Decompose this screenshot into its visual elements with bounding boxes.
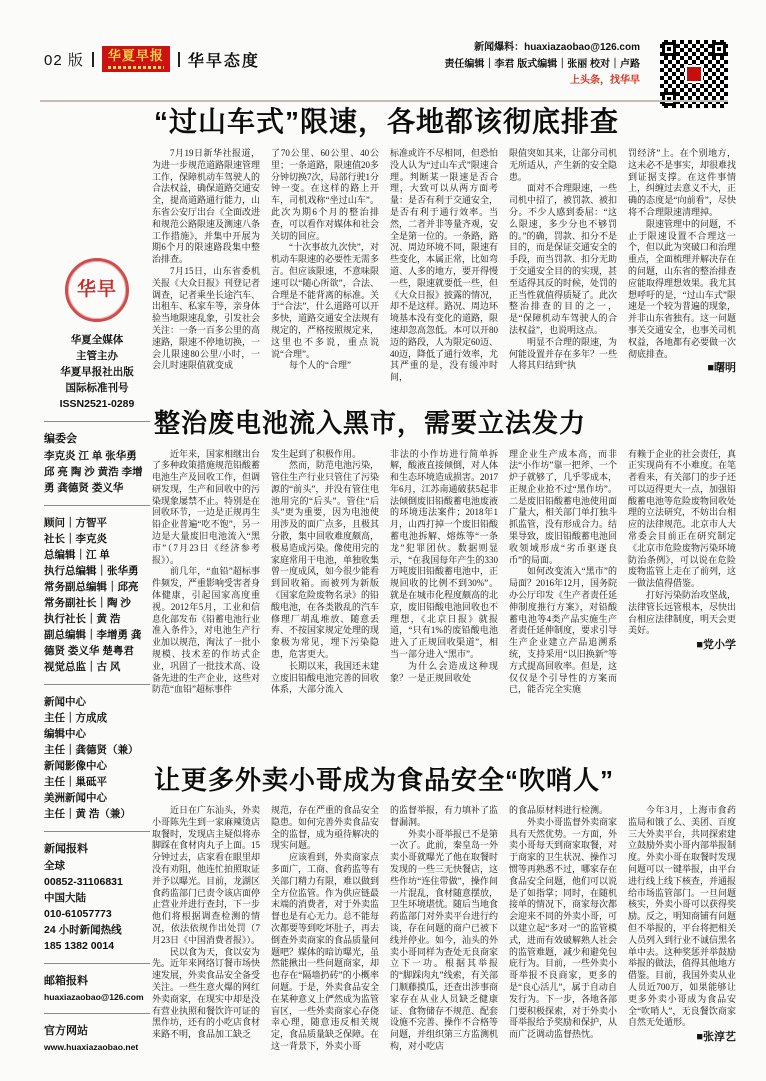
masthead-line: 常务副社长｜陶 沙 [44,595,150,611]
qr-finder-icon [662,42,676,56]
email-address: huaxiazaobao@126.com [44,990,150,1004]
article-paragraph: 规范，存在严重的食品安全隐患。如何完善外卖食品安全的监督，成为亟待解决的现实问题。 [271,805,379,852]
masthead-line: 美洲新闻中心 [44,790,150,806]
qr-finder-icon [712,42,726,56]
article-column [152,805,260,1081]
newspaper-logo [102,46,170,72]
article-body [152,805,738,1081]
committee-title: 编委会 [44,431,150,447]
article-paragraph: 限速管理中的问题，不止于限速设置不合理这一个，但以此为突破口和治理重点，全面梳理并解决存在的问题，山东省的整治排查应能取得理想效果。我尤其想呼吁的是，“过山车式”限速是一个较为普遍的现象，并非山东省独有。这一问题事关交通安全，也事关司机权益，各地都有必要做一次彻底排查。 [628,219,736,361]
article-column [271,148,379,394]
masthead-line: 主任｜龚德贤（兼） [44,742,150,758]
article-column [390,148,498,394]
article-paragraph: 发生起到了积极作用。 [271,449,379,461]
article-byline: ■党小学 [628,640,736,652]
article-paragraph: 打好污染防治攻坚战，法律管长远管根本，尽快出台相应法律制度，明天会更美好。 [628,590,736,637]
article-delivery-whistleblower [152,764,738,1081]
article-column [628,805,736,1081]
sidebar-divider [44,684,150,685]
article-byline: ■张淳艺 [628,1032,736,1044]
email-title: 邮箱报料 [44,973,150,989]
article-battery-blackmarket [152,407,738,749]
masthead-line: 国际标准刊号 [44,380,150,396]
masthead-line: 主任｜方成成 [44,710,150,726]
header-rule [40,100,728,102]
committee-block [44,431,150,496]
article-paragraph: 7月19日新华社报道，为进一步规范道路限速管理工作，保障机动车驾驶人的合法权益，确保道路交通安全，提高道路通行能力，山东省公安厅出台《全面改进和规范公路限速及测速八条工作措施》，并集中开展为期6个月的限速路段集中整治排查。 [152,148,260,266]
article-column [509,148,617,394]
editors-line: 责任编辑｜李君 版式编辑｜张丽 校对｜卢路 [444,57,640,74]
website-url: www.huaxiazaobao.net [44,1040,150,1054]
article-paragraph: 今年3月，上海市食药监局和饿了么、美团、百度三大外卖平台，共同探索建立鼓励外卖小哥内部举报制度。外卖小哥在取餐时发现问题可以一键举报，由平台进行线上线下核查，并通报给市场监管部门。一旦问题核实，外卖小哥可以获得奖励。反之，明知商铺有问题但不举报的，平台将把相关人员列入到行业不诚信黑名单中去。这种奖惩并举鼓励举报的做法，值得其他地方借鉴。目前，我国外卖从业人员近700万，如果能够让更多外卖小哥成为食品安全“吹哨人”，无良餐饮商家自然无处遁形。 [628,805,736,1029]
article-headline: “过山车式”限速，各地都该彻底排查 [154,104,738,139]
edition-label: 02 版 [44,49,84,70]
article-column [509,805,617,1081]
masthead-line: 00852-31106831 [44,874,150,890]
newspaper-seal-icon: 华早 [65,258,129,322]
masthead-line: 李克炎 江 单 张华勇 邱 亮 陶 沙 黄浩 李增勇 龚德贤 娄义华 [44,448,150,496]
article-paragraph: 应该看到，外卖商家点多面广，工商、食药监等有关部门精力有限，难以做到全方位监管。作为供应链最末端的消费者，对于外卖监督也是有心无力。总不能每次都要等到吃坏肚子，再去倒查外卖商家的食品质量问题吧？媒体的暗访曝光，虽然能揪出一些问题商家，却也存在“隔墙扔砖”的小概率问题。于是，外卖食品安全在某种意义上俨然成为监管盲区，一些外卖商家心存侥幸心理，随意违反相关规定，食品质量缺乏保障。在这一背景下，外卖小哥 [271,852,379,1053]
masthead-line: 24 小时新闻热线 [44,922,150,938]
masthead-line: 华夏早报社出版 [44,364,150,380]
committee-names [44,448,150,496]
article-paragraph: 外卖小哥举报已不是第一次了。此前，秦皇岛一外卖小哥就曝光了他在取餐时发现的一些三无快餐店，这些作坊“连住带做”，操作间一片混乱，食材随意摆放，卫生环境堪忧。随后当地食药监部门对外卖平台进行约谈，存在问题的商户已被下线并停业。如今，汕头的外卖小哥同样为查处无良商家立下一功。根据其举报的“脚踩肉丸”线索，有关部门顺藤摸瓜，还查出涉事商家存在从业人员缺乏健康证、食物储存不规范、配套设施不完善、操作不合格等问题，并组织第三方监测机构，对小吃店 [390,829,498,1053]
masthead-line: 总编辑｜江 单 [44,547,150,563]
article-column [390,805,498,1081]
article-paragraph: 明显不合理的限速，为何能设置并存在多年？一些人将其归结到“执 [509,337,617,372]
masthead-line: 编辑中心 [44,726,150,742]
header-contact-block [444,40,640,90]
article-paragraph: 限值突如其来，让部分司机无所适从，产生新的安全隐患。 [509,148,617,183]
sidebar-divider [44,505,150,506]
article-paragraph: 每个人的“合理” [271,360,379,372]
article-paragraph: 外卖小哥监督外卖商家具有天然优势。一方面，外卖小哥每天到商家取餐，对于商家的卫生状况、操作习惯等再熟悉不过，哪家存在食品安全问题，他们可以说是了如指掌；同时，在随机接单的情况下，商家每次都会迎来不同的外卖小哥，可以建立起“多对一”的监管模式，进而有效破解熟人社会的监管难题，减少和避免包庇行为。目前，一些外卖小哥举报不良商家，更多的是“良心活儿”，属于自动自发行为。下一步，各地各部门要积极探索，对于外卖小哥举报给予奖励和保护，从而广泛调动监督热忱。 [509,817,617,1041]
article-paragraph: 然而，防范电池污染，管住生产行业只管住了污染源的“前头”，并没有管住电池用完的“后头”。管住“后头”更为重要，因为电池使用涉及的面广点多，且极其分散，集中回收难度颇高，极易造成污染。像使用完的家庭常用干电池，单独收集曾一度成风，如今很少能看到回收箱。而被列为新版《国家危险废物名录》的铅酸电池，在各类散乱的汽车修理厂胡乱堆放、随意丢弃、不按国家规定处理的现象极为常见，埋下污染隐患，危害更大。 [271,460,379,661]
article-paragraph: 为什么会造成这种现象？一是正规回收处 [390,661,498,685]
website-title: 官方网站 [44,1023,150,1039]
article-paragraph: 前几年，“血铅”超标事件频发，严重影响受害者身体健康，引起国家高度重视。2012年5月，工业和信息化部发布《铅蓄电池行业准入条件》，对电池生产行业加以规范，淘汰了一批小规模、技术差的作坊式企业，巩固了一批技术高、设备先进的生产企业，这些对防范“血铅”超标事件 [152,566,260,696]
article-paragraph: 的监督举报，有力填补了监督漏洞。 [390,805,498,829]
publisher-block [44,332,150,412]
articles-area [152,104,738,1081]
slogan: 上头条，找华早 [444,73,640,90]
tips-title: 新闻报料 [44,841,150,857]
article-column [152,449,260,749]
article-paragraph: 标准或许不尽相同，但恐怕没人认为“过山车式”限速合理。判断某一限速是否合理，大致可以从两方面考量：是否有利于交通安全，是否有利于通行效率。当然，二者并非等量齐观，安全是第一位的。一条路，路况、周边环境不同，限速有些变化，本属正常，比如弯道、人多的地方，要开得慢一些，限速就要低一些，但《大众日报》披露的情况，却不是这样。路况、周边环境基本没有变化的道路，限速却忽高忽低。本可以开80迈的路段，人为限定60迈、40迈，降低了通行效率，尤其严重的是，没有缓冲时间， [390,148,498,384]
article-paragraph: 非法的小作坊进行简单拆解，酸液直接倾倒，对人体和生态环境造成损害。2017年6月，江苏南通破获5起非法倾倒废旧铅酸蓄电池废液的环境违法案件；2018年1月，山西打掉一个废旧铅酸蓄电池拆解、熔炼等“一条龙”犯罪团伙。数据则显示，“在我国每年产生的330万吨废旧铅酸蓄电池中，正规回收的比例不到30%”。就是在城市化程度颇高的北京，废旧铅酸电池回收也不理想，《北京日报》就报道，“只有1%的废铅酸电池进入了正规回收渠道”，相当一部分进入“黑市”。 [390,449,498,661]
masthead-line: 执行社长｜黄 浩 [44,611,150,627]
article-column [390,449,498,749]
article-column [271,805,379,1081]
article-paragraph: 理企业生产成本高，而非法“小作坊”靠一把斧、一个炉子就够了，几乎零成本，正规企业抢不过“黑作坊”。二是废旧铅酸蓄电池使用面广量大，相关部门单打独斗抓监管，没有形成合力。结果导致，废旧铅酸蓄电池回收领域形成“劣币驱逐良币”的局面。 [509,449,617,567]
sidebar-divider [44,421,150,422]
article-column [628,449,736,749]
divider-bar [178,52,180,67]
article-headline: 让更多外卖小哥成为食品安全“吹哨人” [154,764,738,797]
tipline [444,40,640,57]
masthead-line: 华夏全媒体 [44,332,150,348]
masthead-line: 执行总编辑｜张华勇 [44,563,150,579]
article-paragraph: 如何改变流入“黑市”的局面？2016年12月，国务院办公厅印发《生产者责任延伸制度推行方案》，对铅酸蓄电池等4类产品实施生产者责任延伸制度，要求引导生产企业建立产品追溯系统，支持采用“以旧换新”等方式提高回收率。但是，这仅仅是个引导性的方案而已，能否完全实施 [509,566,617,696]
article-paragraph: 近年来，国家相继出台了多种政策措施规范铅酸蓄电池生产及回收工作，但调研发现，生产和回收中的污染现象屡禁不止。特别是在回收环节，一边是正规再生铅企业普遍“吃不饱”，另一边是大量废旧电池流入“黑市”（7月23日《经济参考报》）。 [152,449,260,567]
staff-block [44,515,150,675]
article-column [271,449,379,749]
tips-lines [44,858,150,954]
masthead-line: 新闻影像中心 [44,758,150,774]
page-header [44,40,728,98]
newspaper-logo-subtext [108,66,164,69]
masthead-line: 主管主办 [44,348,150,364]
masthead-line: 新闻中心 [44,694,150,710]
article-speed-limits [152,104,738,394]
masthead-line: 全球 [44,858,150,874]
qr-code [660,40,728,108]
article-byline: ■曙明 [628,363,736,375]
article-column [509,449,617,749]
masthead-strip [44,46,260,72]
masthead-sidebar [44,258,150,1054]
article-paragraph: “十次事故九次快”，对机动车限速的必要性无需多言。但应该限速，不意味限速可以“随心所欲”，合法、合理是不能背离的标准。关于“合法”，什么道路可以开多快，道路交通安全法规有规定的，严格按照规定来，这里也不多说，重点说说“合理”。 [271,242,379,360]
masthead-line: 副总编辑｜李增勇 龚德贤 娄义华 楚粤君 [44,627,150,659]
article-column [628,148,736,394]
masthead-line: 185 1382 0014 [44,938,150,954]
divider-bar [92,52,94,67]
article-paragraph: 有赖于企业的社会责任，真正实现尚有不小难度。在笔者看来，有关部门的步子还可以迈得更大一点，加强铅酸蓄电池等危险废物回收处理的立法研究，不妨出台相应的法律规范。北京市人大常委会目前正在研究制定《北京市危险废物污染环境防治条例》，可以说在危险废物监管上走在了前列，这一做法值得借鉴。 [628,449,736,591]
article-body [152,148,738,394]
article-paragraph: 民以食为天，食以安为先。近年来网络订餐市场快速发展，外卖食品安全备受关注。一些生意火爆的网红外卖商家，在现实中却是没有营业执照和餐饮许可证的黑作坊，还有的小吃店食材来路不明，食品加工缺乏 [152,947,260,1041]
masthead-line: 视觉总监｜古 风 [44,659,150,675]
sidebar-divider [44,963,150,964]
sidebar-divider [44,831,150,832]
website-block [44,1023,150,1054]
masthead-line: 顾问｜方智平 [44,515,150,531]
article-paragraph: 近日在广东汕头，外卖小哥陈先生到一家麻辣烫店取餐时，发现店主疑似将赤脚踩在食材肉丸子上面。15分钟过去，店家看在眼里却没有劝阻，他连忙拍照取证并予以曝光。目前，龙湖区食药监部门已责令该店面停止营业并进行查封，下一步他们将根据调查检测的情况，依法依规作出处罚（7月23日《中国消费者报》）。 [152,805,260,947]
article-headline: 整治废电池流入黑市，需要立法发力 [154,407,738,440]
masthead-line: 社长｜李克炎 [44,531,150,547]
tips-block [44,841,150,954]
article-paragraph: 了70公里、60公里、40公里；一条道路，限速值20多分钟切换7次，局部行驶1分钟一变。在这样的路上开车，司机戏称“坐过山车”。此次为期6个月的整治排查，可以看作对媒体和社会关切的回应。 [271,148,379,242]
sidebar-divider [44,1013,150,1014]
masthead-line: 常务副总编辑｜邱亮 [44,579,150,595]
masthead-line: 中国大陆 [44,890,150,906]
newspaper-logo-text: 华夏早报 [108,48,164,63]
article-paragraph: 罚经济”上。在个别地方，这未必不是事实，却很难找到证据支撑。在这件事情上，纠缠过去意义不大，正确的态度是“向前看”，尽快将不合理限速清理掉。 [628,148,736,219]
tipline-label: 新闻爆料： [474,42,524,53]
centers-block [44,694,150,822]
article-paragraph: 的食品原材料进行检测。 [509,805,617,817]
masthead-line: 主任｜黄 浩（兼） [44,806,150,822]
email-block [44,973,150,1004]
qr-center-badge [685,65,703,83]
section-title: 华早态度 [188,48,260,71]
article-body [152,449,738,749]
masthead-line: 主任｜巢砥平 [44,774,150,790]
article-paragraph: 面对不合理限速，一些司机中招了，被罚款、被扣分。不少人感到委屈：“这么限速，多少分也不够罚的。”的确，罚款、扣分不是目的，而是保证交通安全的手段，而当罚款、扣分无助于交通安全目的的实现，甚至适得其反的时候，处罚的正当性就值得质疑了。此次整治排查的目的之一，是“保障机动车驾驶人的合法权益”，也说明这点。 [509,183,617,336]
article-column [152,148,260,394]
article-paragraph: 长期以来，我国还未建立废旧铅酸电池完善的回收体系，大部分流入 [271,661,379,696]
tipline-email: huaxiazaobao@126.com [524,42,640,53]
masthead-line: 010-61057773 [44,906,150,922]
article-paragraph: 7月15日，山东省委机关报《大众日报》刊登记者调查，记者乘坐长途汽车、出租车、私家车等，亲身体验当地限速乱象，引发社会关注：一条一百多公里的高速路，限速不停地切换，一会儿限速80公里/小时，一会儿时速限值就变成 [152,266,260,372]
masthead-line: ISSN2521-0289 [44,396,150,412]
